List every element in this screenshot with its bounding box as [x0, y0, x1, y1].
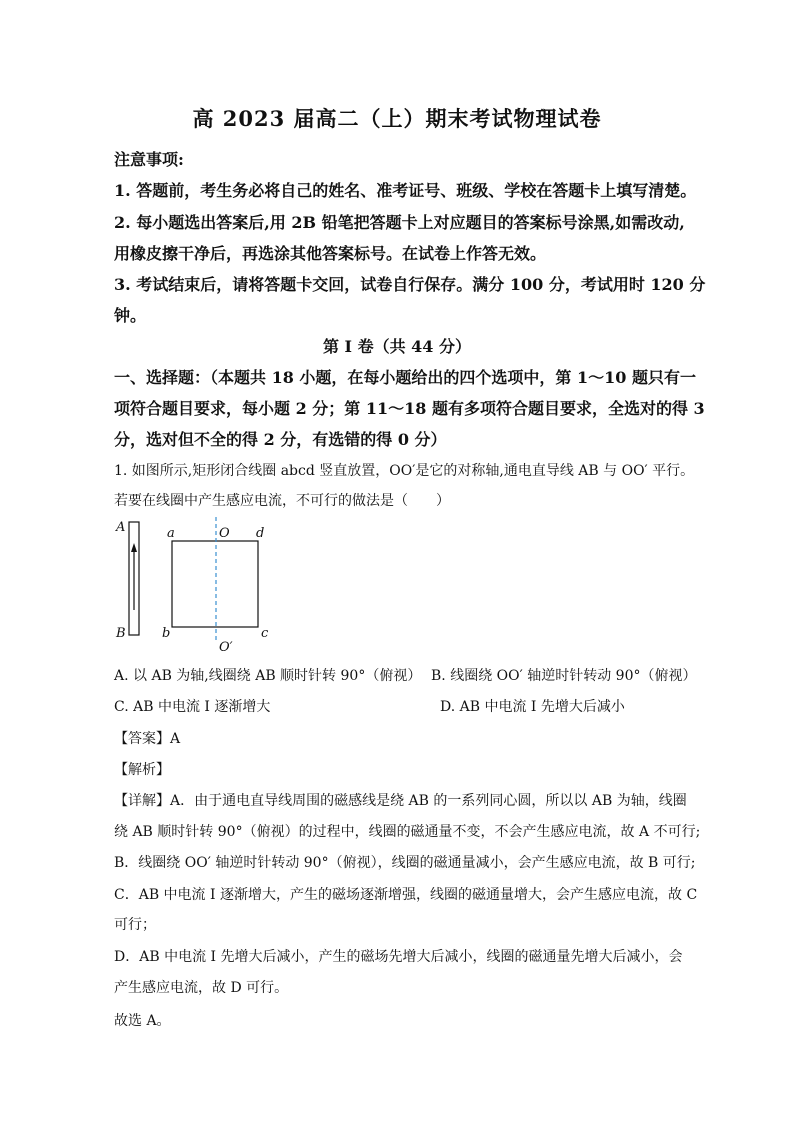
label-O-prime: O′	[219, 640, 233, 655]
detail-line-2: 绕 AB 顺时针转 90°（俯视）的过程中，线圈的磁通量不变，不会产生感应电流，故 A 不可行;	[114, 824, 701, 840]
detail-line-8: 故选 A。	[114, 1013, 171, 1029]
detail-line-4: C．AB 中电流 I 逐渐增大，产生的磁场逐渐增强，线圈的磁通量增大，会产生感应电流，故 C	[114, 887, 698, 903]
question-1-stem-cont: 若要在线圈中产生感应电流，不可行的做法是（ ）	[114, 493, 450, 509]
detail-line-7: 产生感应电流，故 D 可行。	[114, 980, 289, 996]
option-d: D. AB 中电流 I 先增大后减小	[440, 699, 625, 715]
notice-heading: 注意事项:	[114, 150, 184, 169]
label-a: a	[167, 526, 175, 541]
label-O: O	[219, 526, 230, 541]
option-b: B. 线圈绕 OO′ 轴逆时针转动 90°（俯视）	[431, 668, 697, 684]
coil-abcd	[172, 541, 258, 627]
section-instructions-3: 分，选对但不全的得 2 分，有选错的得 0 分）	[114, 430, 447, 449]
detail-line-1: 【详解】A．由于通电直导线周围的磁感线是绕 AB 的一系列同心圆，所以以 AB 为轴，线圈	[114, 793, 687, 809]
label-c: c	[261, 626, 269, 641]
section-instructions-1: 一、选择题：（本题共 18 小题，在每小题给出的四个选项中，第 1～10 题只有一	[114, 368, 696, 387]
label-d: d	[256, 526, 265, 541]
detail-line-5: 可行；	[114, 917, 156, 933]
detail-line-6: D．AB 中电流 I 先增大后减小，产生的磁场先增大后减小，线圈的磁通量先增大后减小，会	[114, 949, 683, 965]
current-arrow-head	[131, 543, 137, 552]
option-a: A. 以 AB 为轴,线圈绕 AB 顺时针转 90°（俯视）	[114, 668, 422, 684]
notice-item-2-cont: 用橡皮擦干净后，再选涂其他答案标号。在试卷上作答无效。	[114, 244, 547, 263]
notice-item-3-cont: 钟。	[114, 306, 147, 325]
section-title: 第 I 卷（共 44 分）	[322, 337, 472, 356]
detail-line-3: B．线圈绕 OO′ 轴逆时针转动 90°（俯视），线圈的磁通量减小，会产生感应电流，故 B 可行;	[114, 855, 696, 871]
option-c: C. AB 中电流 I 逐渐增大	[114, 699, 271, 715]
label-A: A	[116, 520, 126, 535]
exam-title: 高 2023 届高二（上）期末考试物理试卷	[192, 106, 602, 131]
notice-item-3: 3. 考试结束后，请将答题卡交回，试卷自行保存。满分 100 分，考试用时 120 分	[114, 275, 706, 294]
question-1-stem: 1. 如图所示,矩形闭合线圈 abcd 竖直放置，OO′是它的对称轴,通电直导线 AB 与 OO′ 平行。	[114, 463, 695, 479]
answer-line: 【答案】A	[114, 731, 181, 747]
notice-item-2: 2. 每小题选出答案后,用 2B 铅笔把答题卡上对应题目的答案标号涂黑,如需改动,	[114, 213, 685, 232]
notice-item-1: 1. 答题前，考生务必将自己的姓名、准考证号、班级、学校在答题卡上填写清楚。	[114, 181, 697, 200]
label-b: b	[162, 626, 171, 641]
analysis-heading: 【解析】	[114, 762, 170, 778]
question-1-diagram	[112, 515, 282, 655]
section-instructions-2: 项符合题目要求，每小题 2 分；第 11～18 题有多项符合题目要求，全选对的得 3	[114, 399, 705, 418]
label-B: B	[116, 626, 126, 641]
